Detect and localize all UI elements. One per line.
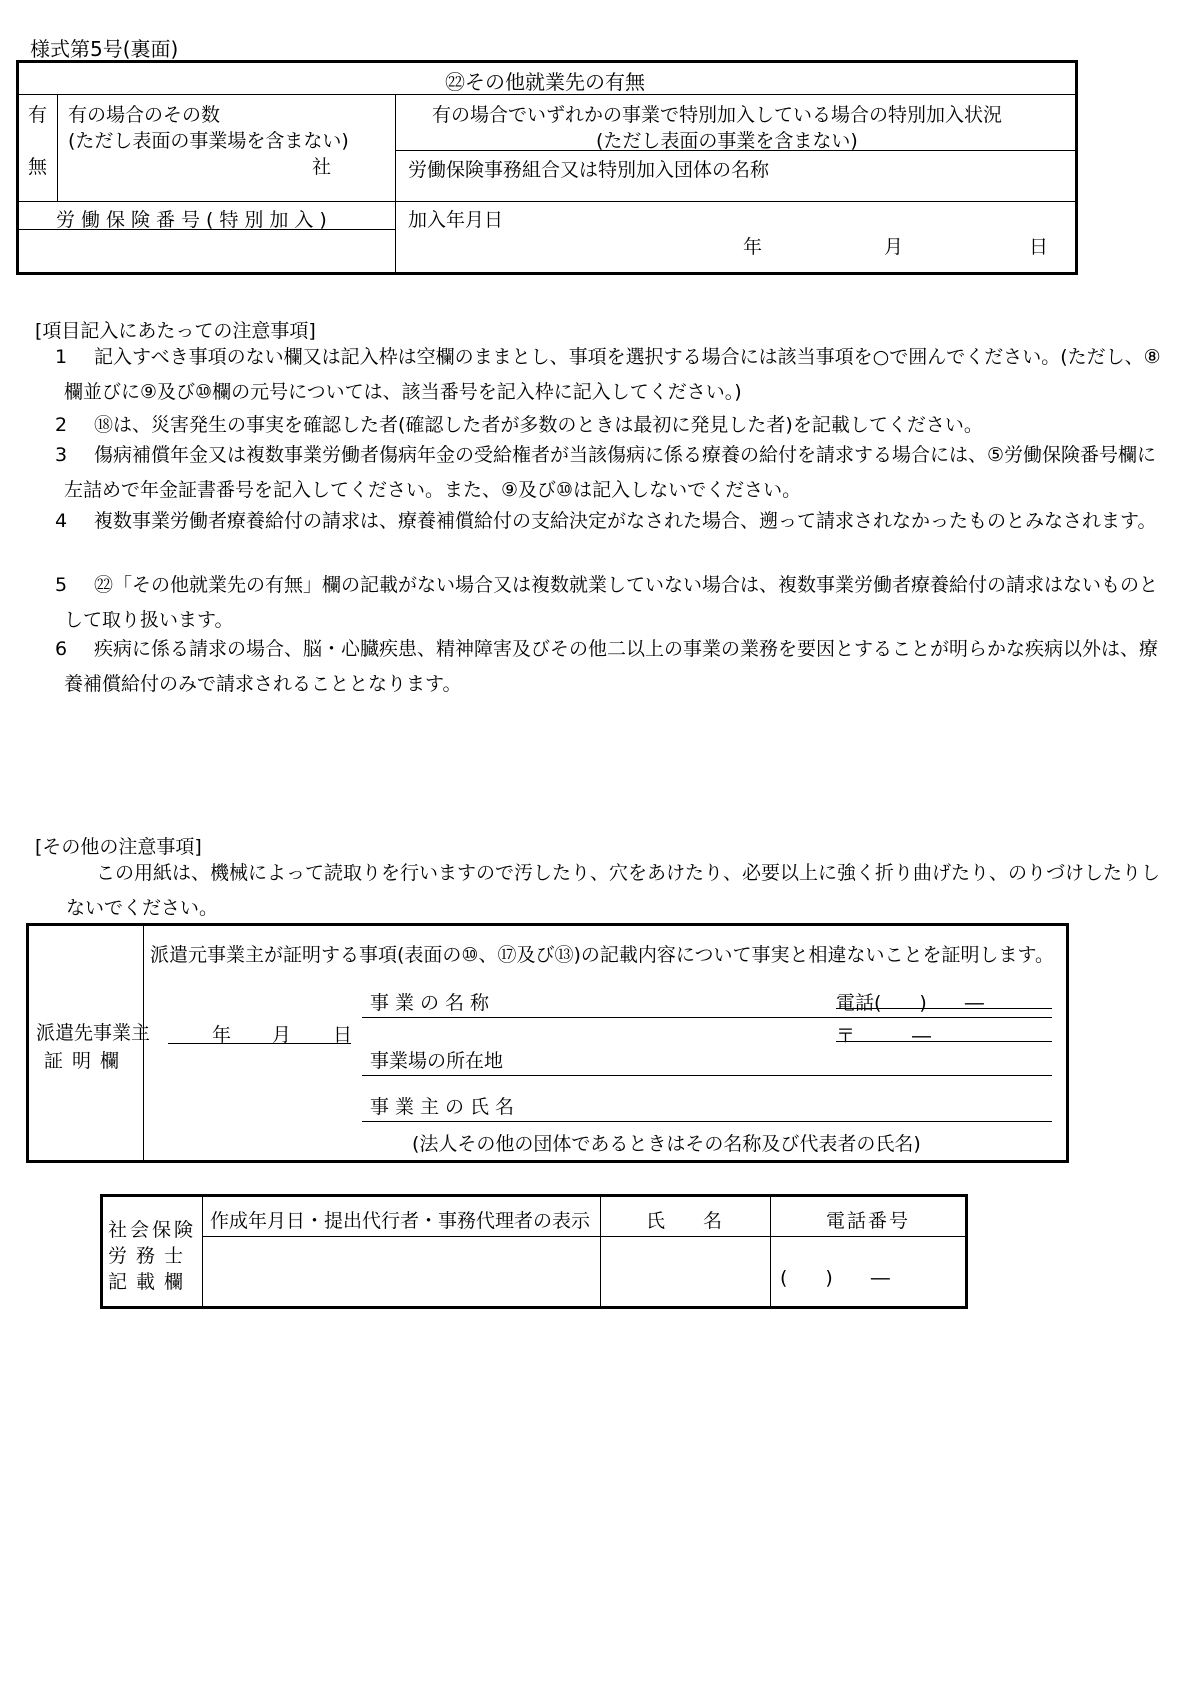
col-name-header: 氏 名	[646, 1210, 723, 1232]
sharoushi-side-2: 労務士	[108, 1245, 193, 1267]
note-text: 疾病に係る請求の場合、脳・心臓疾患、精神障害及びその他二以上の事業の業務を要因とすることが明らかな疾病以外は、療養補償給付のみで請求されることとなります。	[64, 638, 1159, 695]
cert-month: 月	[272, 1024, 292, 1046]
note-text: 複数事業労働者療養給付の請求は、療養補償給付の支給決定がなされた場合、遡って請求されなかったものとみなされます。	[94, 510, 1157, 532]
join-day: 日	[1029, 236, 1049, 258]
haken-statement: 派遣元事業主が証明する事項(表面の⑩、⑰及び⑬)の記載内容について事実と相違ないことを証明します。	[150, 944, 1054, 966]
name-field[interactable]	[602, 1238, 768, 1307]
note-text: 傷病補償年金又は複数事業労働者傷病年金の受給権者が当該傷病に係る療養の給付を請求する場合には、⑤労働保険番号欄に左詰めで年金証書番号を記入してください。また、⑨及び⑩は記入しないでください。	[64, 444, 1157, 501]
haken-side-label: 派遣先事業主	[36, 1022, 151, 1044]
note-item	[55, 568, 1165, 638]
join-date-label: 加入年月日	[408, 209, 504, 231]
other-notes-text	[46, 856, 1166, 926]
note-number: 1	[55, 346, 68, 368]
col-phone-header: 電話番号	[826, 1210, 911, 1232]
note-number: 5	[55, 574, 68, 596]
special-join-note: (ただし表面の事業を含まない)	[596, 130, 858, 152]
count-note: (ただし表面の事業場を含まない)	[68, 130, 349, 152]
note-number: 3	[55, 444, 68, 466]
cert-year: 年	[212, 1024, 232, 1046]
phone-format: ( ) ―	[780, 1267, 890, 1289]
org-name-label: 労働保険事務組合又は特別加入団体の名称	[408, 159, 770, 181]
notes-heading: [項目記入にあたっての注意事項]	[35, 320, 316, 342]
haken-side-label-2: 証明欄	[44, 1050, 129, 1072]
col-creation-header: 作成年月日・提出代行者・事務代理者の表示	[210, 1210, 591, 1232]
join-month: 月	[884, 236, 904, 258]
sharoushi-side-1: 社会保険	[108, 1219, 197, 1241]
cert-day: 日	[333, 1024, 353, 1046]
note-item	[55, 632, 1165, 702]
note-text: 記入すべき事項のない欄又は記入枠は空欄のままとし、事項を選択する場合には該当事項を○で囲んでください。(ただし、⑧欄並びに⑨及び⑩欄の元号については、該当番号を記入枠に記入してください。)	[64, 346, 1161, 403]
sharoushi-side-3: 記載欄	[108, 1271, 193, 1293]
section22-title: ㉒その他就業先の有無	[445, 70, 645, 94]
postal-label: 〒 ―	[836, 1025, 932, 1047]
business-name-label: 事業の名称	[370, 992, 496, 1014]
note-text: ⑱は、災害発生の事実を確認した者(確認した者が多数のときは最初に発見した者)を記載してください。	[94, 414, 983, 436]
special-join-label: 有の場合でいずれかの事業で特別加入している場合の特別加入状況	[432, 104, 1003, 126]
count-label: 有の場合のその数	[68, 104, 221, 126]
umu-bottom-label: 無	[28, 156, 48, 178]
phone-label: 電話( ) ―	[836, 992, 984, 1014]
note-number: 6	[55, 638, 68, 660]
form-id: 様式第5号(裏面)	[30, 37, 179, 61]
note-item	[55, 438, 1165, 508]
count-unit: 社	[312, 156, 332, 178]
insurance-no-label: 労働保険番号(特別加入)	[56, 209, 333, 231]
note-number: 2	[55, 414, 68, 436]
creation-field[interactable]	[204, 1238, 598, 1307]
cert-date-line	[168, 1043, 351, 1044]
insurance-no-field[interactable]	[20, 231, 394, 273]
other-notes-body: この用紙は、機械によって読取りを行いますので汚したり、穴をあけたり、必要以上に強く折り曲げたり、のりづけしたりしないでください。	[66, 862, 1161, 919]
join-year: 年	[743, 236, 763, 258]
note-item	[55, 504, 1165, 539]
umu-top-label: 有	[28, 104, 48, 126]
corp-note: (法人その他の団体であるときはその名称及び代表者の氏名)	[412, 1133, 921, 1155]
note-number: 4	[55, 510, 68, 532]
note-text: ㉒「その他就業先の有無」欄の記載がない場合又は複数就業していない場合は、複数事業労働者療養給付の請求はないものとして取り扱います。	[64, 574, 1159, 631]
address-label: 事業場の所在地	[370, 1050, 504, 1072]
owner-name-label: 事業主の氏名	[370, 1096, 521, 1118]
note-item	[55, 340, 1165, 410]
other-notes-heading: [その他の注意事項]	[35, 836, 202, 858]
